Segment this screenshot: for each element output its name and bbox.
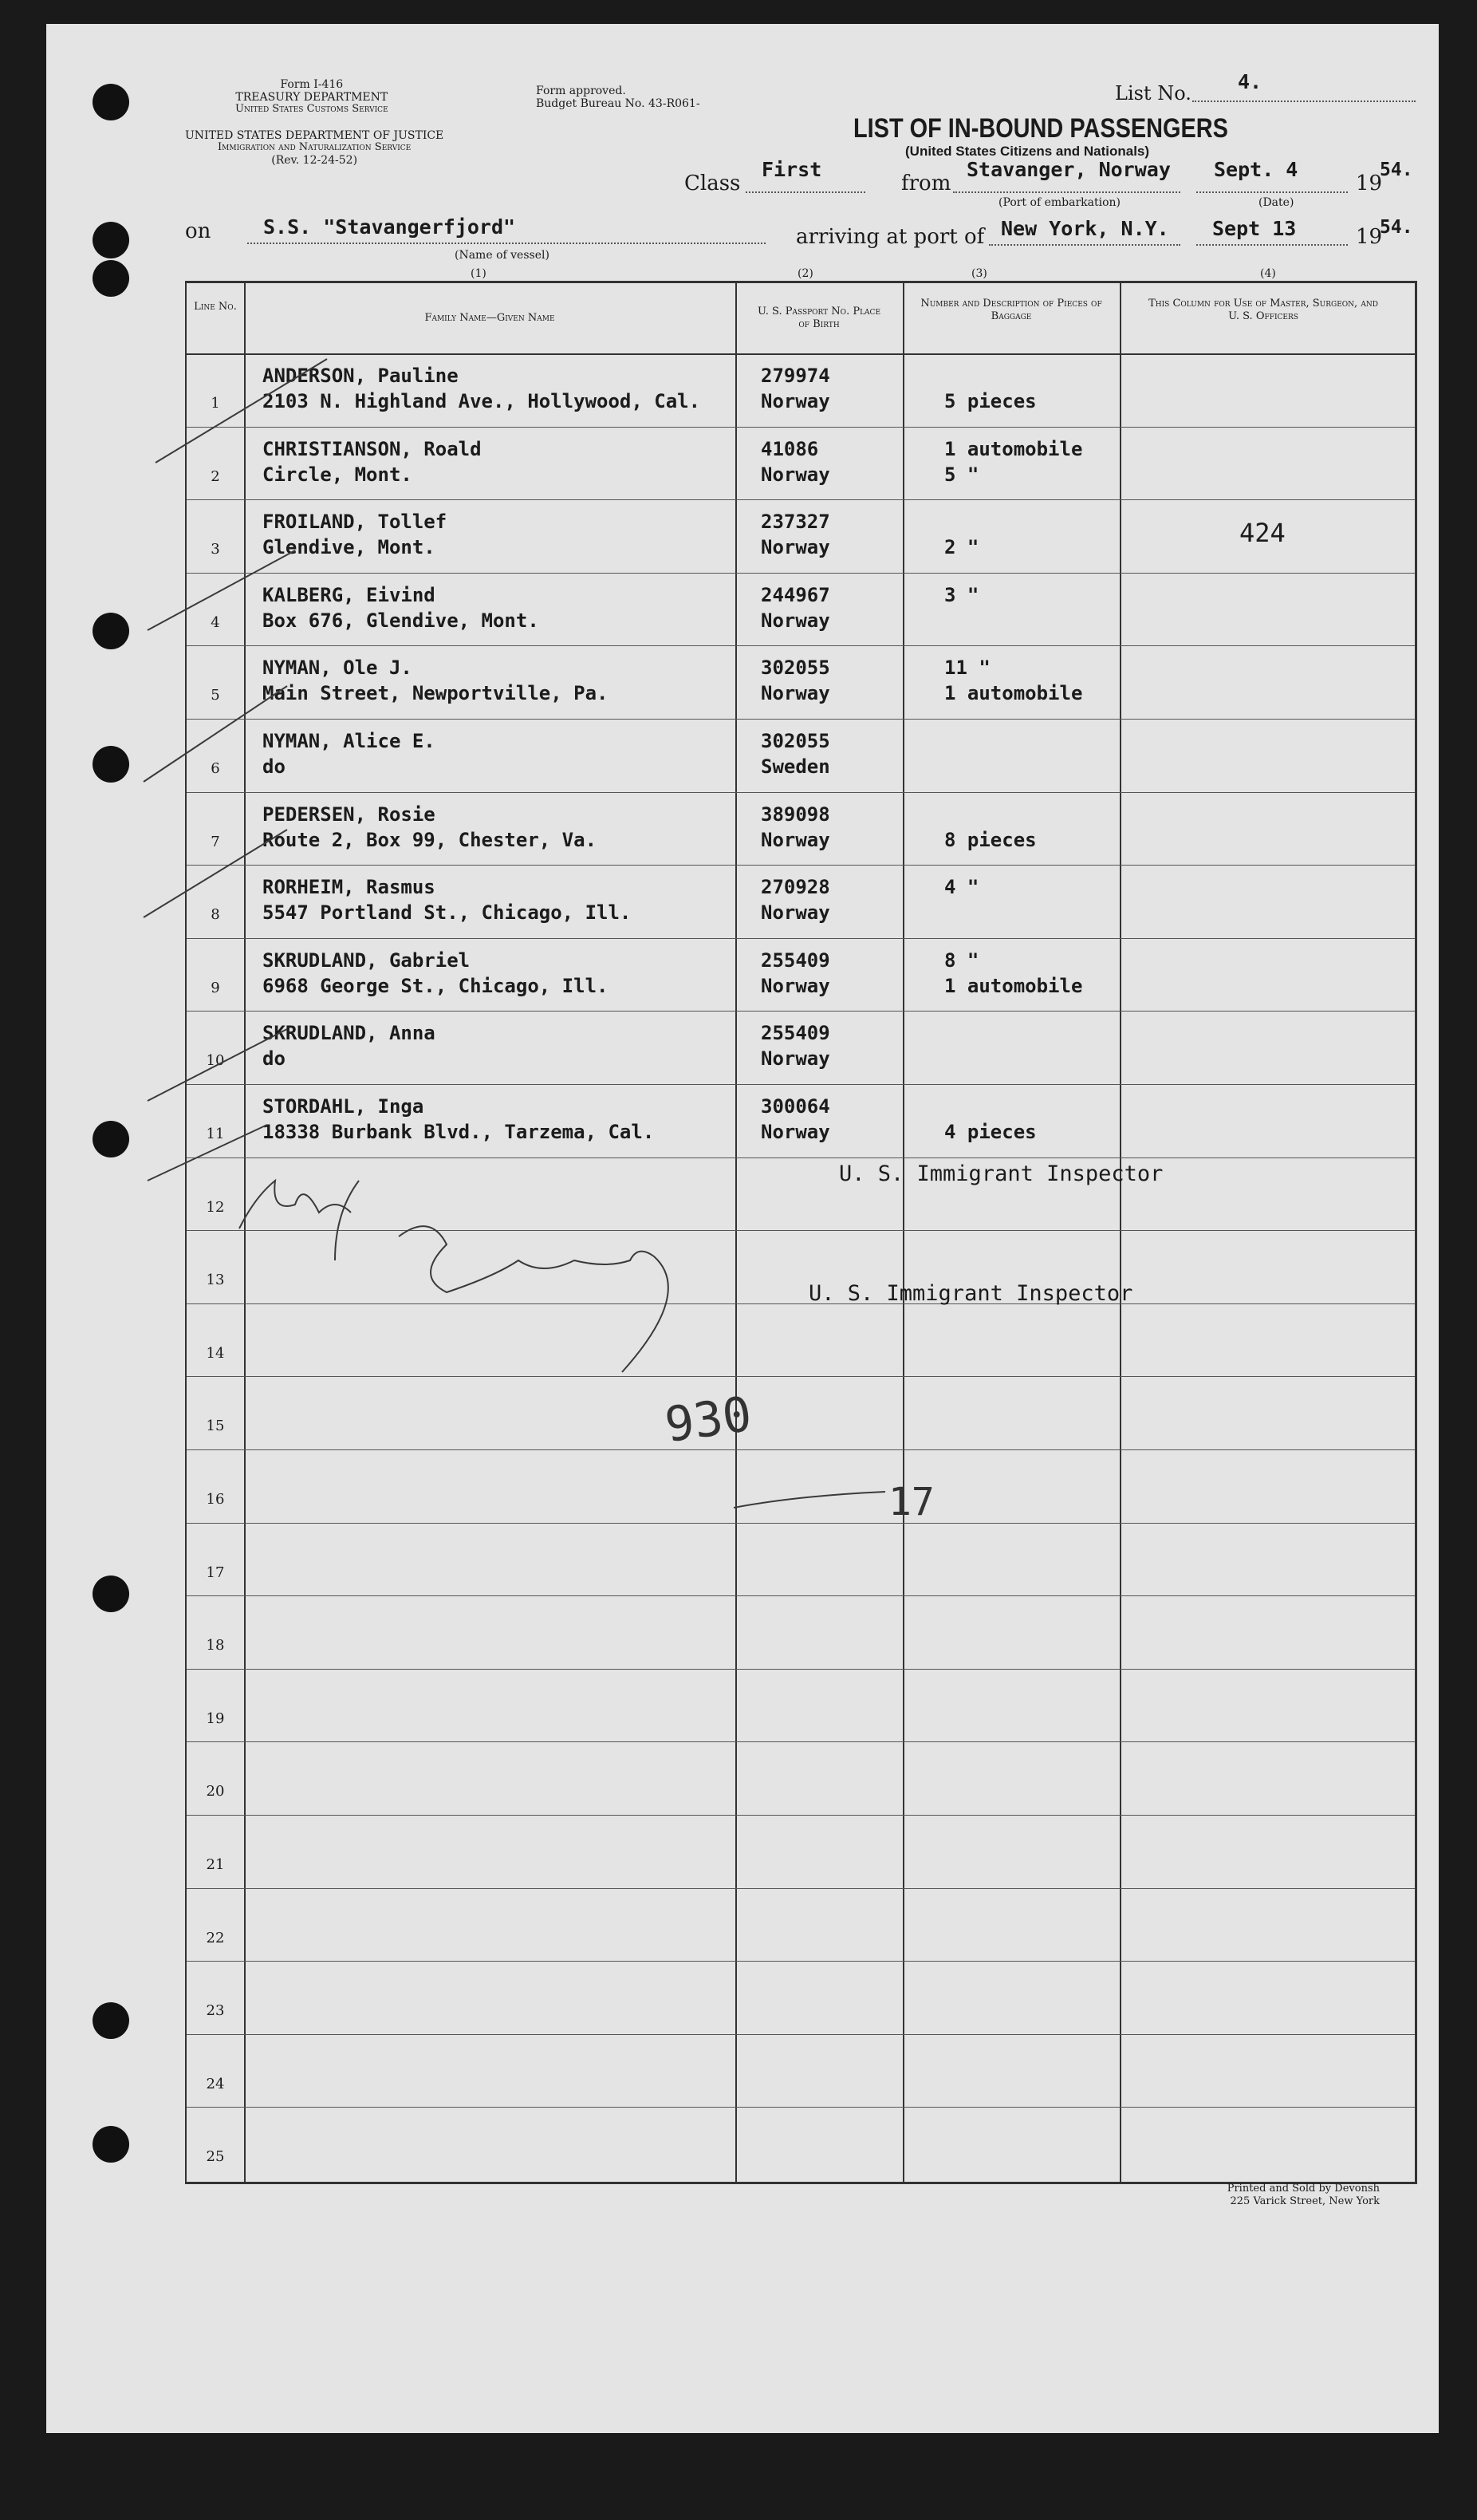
binder-hole [93,1575,129,1612]
binder-hole [93,746,129,783]
passenger-name: SKRUDLAND, Anna [262,1022,435,1045]
printer-imprint [1101,2183,1380,2207]
passenger-address: do [262,755,286,778]
date-line [1196,191,1348,193]
baggage-line-2: 1 automobile [944,974,1083,997]
passport-number: 244967 [761,583,830,606]
passenger-name: NYMAN, Ole J. [262,657,412,680]
year-prefix: 19 [1356,172,1383,195]
binder-hole [93,84,129,120]
arrival-port-line [989,244,1180,246]
line-number: 21 [206,1856,225,1873]
class-line [746,191,865,193]
passport-number: 255409 [761,948,830,972]
arriving-label: arriving at port of [796,225,985,249]
passport-number: 255409 [761,1022,830,1045]
line-number: 14 [206,1344,225,1362]
row-divider [187,938,1415,939]
col-header-line-no: Line No. [194,301,237,313]
binder-hole [93,2002,129,2039]
embarkation-date: Sept. 4 [1214,158,1298,181]
binder-hole [93,222,129,258]
row-divider [187,1011,1415,1012]
row-divider [187,1230,1415,1231]
line-number: 8 [211,906,220,924]
row-divider [187,1595,1415,1596]
row-divider [187,1523,1415,1524]
passenger-address: do [262,1047,286,1071]
passenger-address: Box 676, Glendive, Mont. [262,609,539,632]
embarkation-port: Stavanger, Norway [967,158,1171,181]
passenger-address: 5547 Portland St., Chicago, Ill. [262,901,632,925]
form-subtitle: (United States Citizens and Nationals) [905,144,1150,159]
port-caption: (Port of embarkation) [998,196,1121,209]
line-number: 19 [206,1710,225,1727]
inspector-stamp: U. S. Immigrant Inspector [809,1281,1133,1306]
passenger-address: 2103 N. Highland Ave., Hollywood, Cal. [262,390,701,412]
line-number: 23 [206,2002,225,2020]
customs-service: United States Customs Service [235,103,388,116]
inspector-stamp: U. S. Immigrant Inspector [839,1161,1164,1186]
line-number: 25 [206,2148,225,2166]
from-label: from [901,172,951,195]
col-divider [1120,283,1121,2182]
passenger-name: PEDERSEN, Rosie [262,803,435,826]
baggage-line-1: 11 " [944,657,991,680]
passport-number: 237327 [761,511,830,534]
place-of-birth: Norway [761,609,830,632]
baggage-line-2: 1 automobile [944,682,1083,705]
line-number: 7 [211,833,220,850]
place-of-birth: Sweden [761,755,830,778]
passenger-name: FROILAND, Tollef [262,511,447,534]
arrival-year: 54. [1380,217,1413,238]
row-divider [187,1449,1415,1450]
col-num-2: (2) [798,267,813,280]
line-number: 18 [206,1637,225,1654]
line-number: 1 [211,395,220,412]
baggage-line-2: 5 " [944,463,979,486]
header-divider [187,353,1415,355]
col-header-passport: U. S. Passport No. Place of Birth [757,306,881,331]
place-of-birth: Norway [761,682,830,705]
budget-bureau-no: Budget Bureau No. 43-R061- [536,97,700,111]
passenger-address: 18338 Burbank Blvd., Tarzema, Cal. [262,1121,655,1143]
form-approved: Form approved. [536,85,626,97]
form-title: LIST OF IN-BOUND PASSENGERS [853,113,1228,144]
line-number: 11 [206,1126,225,1142]
passenger-name: NYMAN, Alice E. [262,730,435,752]
col-header-name: Family Name—Given Name [424,312,555,324]
vessel-line [247,243,766,244]
row-divider [187,1303,1415,1304]
row-divider [187,792,1415,793]
row-divider [187,1961,1415,1962]
col-divider [903,283,904,2182]
passenger-name: SKRUDLAND, Gabriel [262,948,471,972]
row-divider [187,2034,1415,2035]
line-number: 16 [206,1491,225,1508]
col-header-baggage: Number and Description of Pieces of Baggage [920,298,1102,323]
officer-remarks: 424 [1239,518,1286,549]
baggage-line-2: 8 pieces [944,828,1037,851]
year-value: 54. [1380,160,1413,180]
binder-hole [93,260,129,297]
binder-hole [93,1121,129,1157]
passenger-name: STORDAHL, Inga [262,1095,424,1118]
baggage-line-2: 2 " [944,536,979,559]
passport-number: 302055 [761,657,830,680]
on-label: on [185,219,211,243]
line-number: 12 [206,1198,225,1216]
ins-title: Immigration and Naturalization Service [218,141,412,154]
passenger-address: Route 2, Box 99, Chester, Va. [262,828,597,851]
row-divider [187,1815,1415,1816]
place-of-birth: Norway [761,463,830,486]
baggage-line-1: 4 " [944,876,979,899]
passport-number: 389098 [761,803,830,826]
place-of-birth: Norway [761,1047,830,1071]
passenger-address: Main Street, Newportville, Pa. [262,682,609,705]
line-number: 17 [206,1564,225,1581]
row-divider [187,573,1415,574]
row-divider [187,499,1415,500]
line-number: 24 [206,2075,225,2092]
row-divider [187,1741,1415,1742]
passport-number: 279974 [761,365,830,387]
line-number: 15 [206,1418,225,1435]
arrival-date-line [1196,244,1348,246]
class-value: First [762,158,822,181]
line-number: 9 [211,979,220,996]
place-of-birth: Norway [761,536,830,559]
baggage-line-2: 4 pieces [944,1121,1037,1143]
baggage-line-2: 5 pieces [944,390,1037,412]
form-number: Form I-416 [280,78,344,91]
passport-number: 302055 [761,730,830,752]
arrival-year-prefix: 19 [1356,225,1383,249]
place-of-birth: Norway [761,901,830,925]
binder-hole [93,613,129,649]
handwritten-note: 17 [888,1480,935,1524]
line-number: 20 [206,1783,225,1800]
col-num-1: (1) [471,267,486,280]
passenger-name: CHRISTIANSON, Roald [262,437,482,460]
place-of-birth: Norway [761,974,830,997]
passport-number: 41086 [761,437,819,460]
line-number: 2 [211,467,220,485]
vessel-caption: (Name of vessel) [455,249,549,262]
row-divider [187,1669,1415,1670]
arrival-port: New York, N.Y. [1001,217,1169,240]
passenger-name: ANDERSON, Pauline [262,365,459,387]
printer-address: 225 Varick Street, New York [1230,2195,1380,2207]
list-no-line [1192,101,1416,102]
line-number: 13 [206,1272,225,1289]
approval-block [536,85,700,110]
row-divider [187,645,1415,646]
place-of-birth: Norway [761,828,830,851]
passenger-address: 6968 George St., Chicago, Ill. [262,974,609,997]
passenger-address: Glendive, Mont. [262,536,435,559]
row-divider [187,1157,1415,1158]
passenger-name: RORHEIM, Rasmus [262,876,435,899]
printer-line: Printed and Sold by Devonsh [1227,2183,1380,2195]
treasury-dept: TREASURY DEPARTMENT [235,91,388,105]
baggage-line-1: 8 " [944,948,979,972]
revision-date: (Rev. 12-24-52) [271,154,358,168]
vessel-name: S.S. "Stavangerfjord" [263,215,516,239]
col-num-4: (4) [1260,267,1276,280]
col-divider [735,283,737,2182]
passenger-name: KALBERG, Eivind [262,583,435,606]
line-number: 4 [211,613,220,631]
passport-number: 270928 [761,876,830,899]
baggage-line-1: 3 " [944,583,979,606]
row-divider [187,427,1415,428]
arrival-date: Sept 13 [1212,217,1297,240]
row-divider [187,1888,1415,1889]
line-number: 22 [206,1929,225,1946]
row-divider [187,1376,1415,1377]
row-divider [187,1084,1415,1085]
passport-number: 300064 [761,1095,830,1118]
form-id-block [235,78,388,116]
baggage-line-1: 1 automobile [944,437,1083,460]
place-of-birth: Norway [761,1121,830,1143]
passenger-table [185,281,1417,2184]
list-no-value: 4. [1238,70,1262,93]
class-label: Class [684,172,741,195]
col-divider [244,283,246,2182]
doj-title: UNITED STATES DEPARTMENT OF JUSTICE [185,129,444,142]
row-divider [187,2107,1415,2108]
doj-block [185,129,443,167]
port-line [953,191,1180,193]
binder-hole [93,2126,129,2163]
date-caption: (Date) [1258,196,1294,209]
line-number: 10 [206,1052,225,1070]
list-no-label: List No. [1115,82,1191,105]
line-number: 5 [211,687,220,704]
line-number: 6 [211,760,220,777]
passenger-address: Circle, Mont. [262,463,412,486]
place-of-birth: Norway [761,390,830,412]
handwritten-note: 930 [661,1386,755,1454]
line-number: 3 [211,541,220,558]
row-divider [187,719,1415,720]
col-header-officers: This Column for Use of Master, Surgeon, and U. S. Officers [1148,298,1378,323]
row-divider [187,865,1415,866]
col-num-3: (3) [971,267,987,280]
